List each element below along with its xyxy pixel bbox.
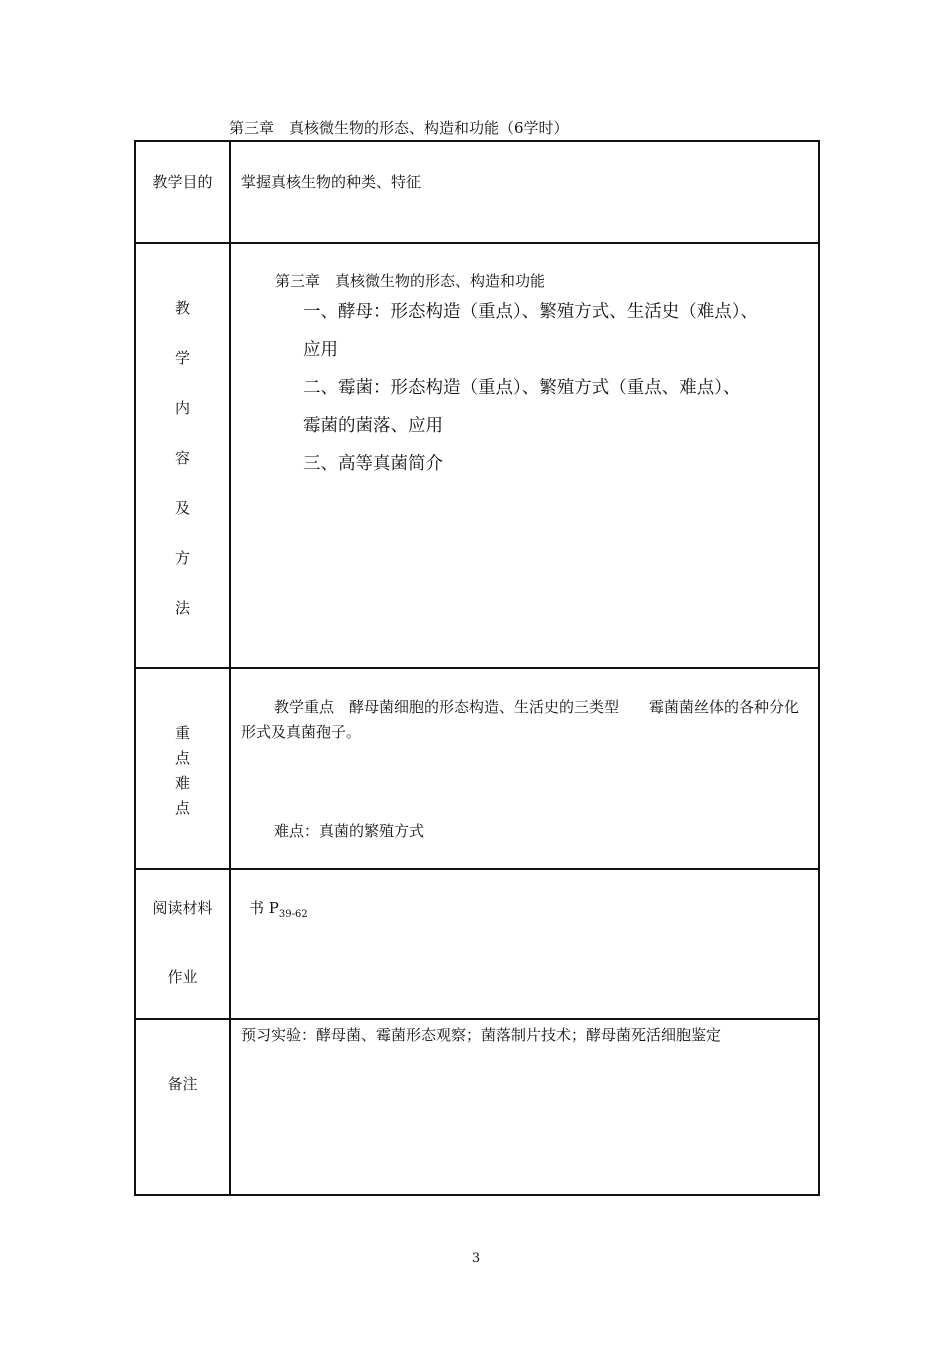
label-char: 法 — [174, 599, 190, 617]
content-cell — [230, 243, 819, 668]
reading-text — [231, 870, 818, 923]
label-key-points — [136, 669, 229, 821]
label-cell — [135, 869, 230, 1019]
label-cell — [135, 668, 230, 869]
teaching-purpose-text: 掌握真核生物的种类、特征 — [241, 173, 422, 191]
label-char: 方 — [174, 549, 190, 567]
label-char: 教 — [174, 299, 190, 317]
label-teaching-content — [136, 244, 229, 618]
row-teaching-content — [135, 243, 819, 668]
content-cell — [230, 141, 819, 243]
outline-item: 应用 — [303, 340, 338, 360]
label-char: 内 — [174, 399, 190, 417]
outline-item: 霉菌的菌落、应用 — [303, 416, 443, 436]
key-points-text: 教学重点 酵母菌细胞的形态构造、生活史的三类型 霉菌菌丝体的各种分化形式及真菌孢子。 — [241, 698, 800, 741]
row-remarks — [135, 1019, 819, 1195]
difficulty-text: 难点：真菌的繁殖方式 — [274, 822, 425, 840]
outline-item: 二、霉菌：形态构造（重点）、繁殖方式（重点、难点）、 — [303, 378, 741, 398]
label-char: 点 — [174, 749, 190, 767]
content-cell — [230, 668, 819, 869]
row-key-points — [135, 668, 819, 869]
reading-book: 书 P — [249, 899, 279, 917]
chapter-heading: 第三章 真核微生物的形态、构造和功能 — [275, 272, 546, 290]
label-char: 点 — [174, 799, 190, 817]
label-char: 难 — [174, 774, 190, 792]
page-title: 第三章 真核微生物的形态、构造和功能（6学时） — [229, 119, 569, 137]
page-number: 3 — [471, 1251, 481, 1266]
label-cell — [135, 243, 230, 668]
content-cell — [230, 869, 819, 1019]
outline-item: 三、高等真菌简介 — [303, 454, 443, 474]
label-homework: 作业 — [167, 968, 198, 986]
label-cell — [135, 1019, 230, 1195]
row-reading-homework — [135, 869, 819, 1019]
label-cell — [135, 141, 230, 243]
label-char: 重 — [174, 724, 190, 742]
label-char: 及 — [174, 499, 190, 517]
outline-item: 一、酵母：形态构造（重点）、繁殖方式、生活史（难点）、 — [303, 302, 758, 322]
label-char: 容 — [174, 449, 190, 467]
label-remarks: 备注 — [167, 1075, 198, 1093]
remarks-text: 预习实验：酵母菌、霉菌形态观察；菌落制片技术；酵母菌死活细胞鉴定 — [241, 1026, 722, 1044]
reading-pages: 39-62 — [278, 909, 308, 920]
label-teaching-purpose: 教学目的 — [152, 173, 213, 191]
label-char: 学 — [174, 349, 190, 367]
lesson-plan-table — [134, 140, 820, 1196]
content-cell — [230, 1019, 819, 1195]
row-teaching-purpose — [135, 141, 819, 243]
label-reading: 阅读材料 — [152, 899, 213, 917]
content-outline — [231, 293, 818, 483]
